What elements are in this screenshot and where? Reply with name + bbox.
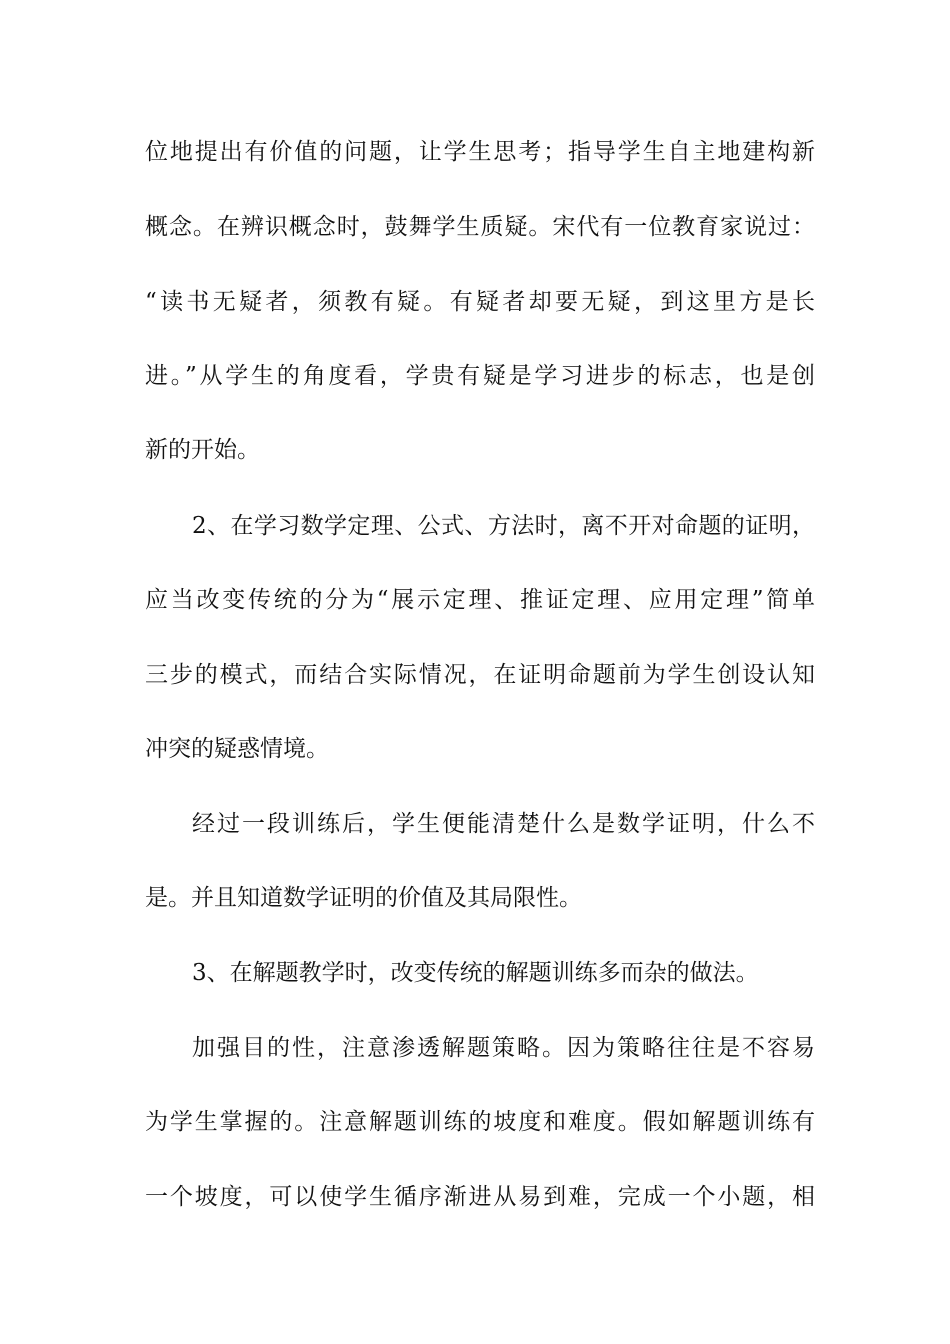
text-line: 三步的模式，而结合实际情况，在证明命题前为学生创设认知 bbox=[145, 662, 815, 688]
text-line: 位地提出有价值的问题，让学生思考；指导学生自主地建构新 bbox=[145, 139, 815, 165]
text-line: 为学生掌握的。注意解题训练的坡度和难度。假如解题训练有 bbox=[145, 1109, 815, 1135]
text-line: 进。”从学生的角度看，学贵有疑是学习进步的标志，也是创 bbox=[145, 363, 815, 389]
text-line: 冲突的疑惑情境。 bbox=[145, 736, 329, 762]
text-line: 2、在学习数学定理、公式、方法时，离不开对命题的证明， bbox=[192, 513, 815, 539]
text-line: 应当改变传统的分为“展示定理、推证定理、应用定理”简单 bbox=[145, 587, 815, 613]
text-line: 经过一段训练后，学生便能清楚什么是数学证明，什么不 bbox=[192, 811, 815, 837]
text-line: 概念。在辨识概念时，鼓舞学生质疑。宋代有一位教育家说过： bbox=[145, 214, 815, 240]
text-line: 加强目的性，注意渗透解题策略。因为策略往往是不容易 bbox=[192, 1035, 815, 1061]
text-line: 新的开始。 bbox=[145, 437, 260, 463]
text-line: 是。并且知道数学证明的价值及其局限性。 bbox=[145, 885, 582, 911]
text-line: “读书无疑者，须教有疑。有疑者却要无疑，到这里方是长 bbox=[145, 289, 815, 315]
text-line: 一个坡度，可以使学生循序渐进从易到难，完成一个小题，相 bbox=[145, 1184, 815, 1210]
text-line: 3、在解题教学时，改变传统的解题训练多而杂的做法。 bbox=[192, 960, 759, 986]
